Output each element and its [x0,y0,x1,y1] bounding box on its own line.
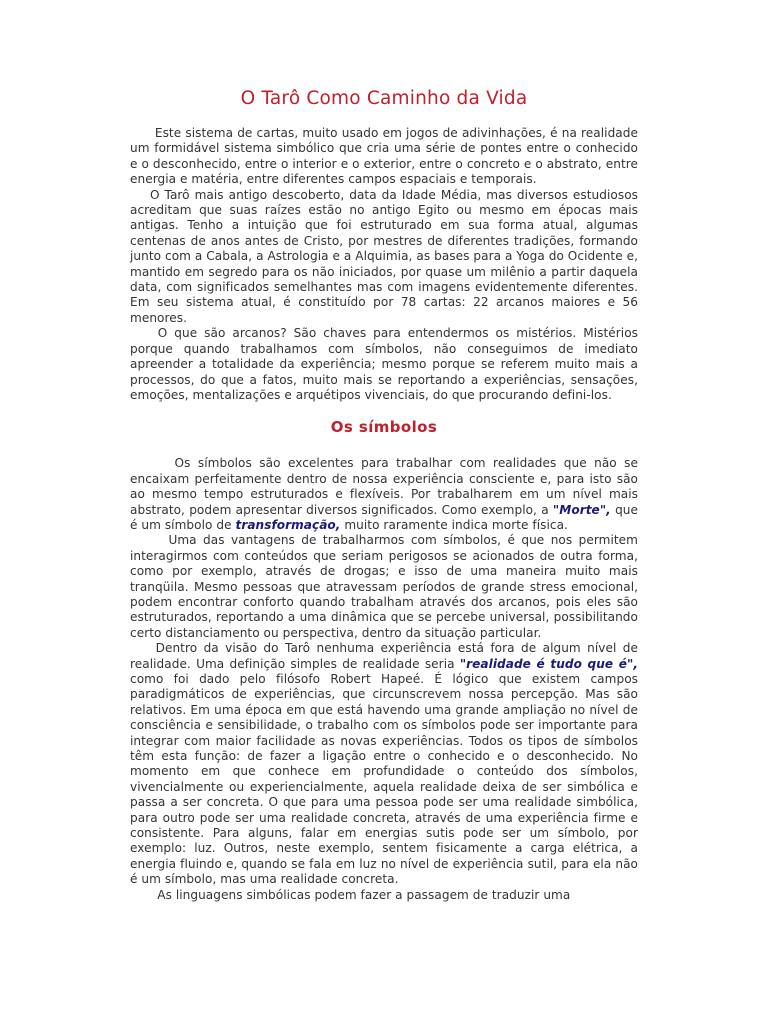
intro-paragraph-1-text: Este sistema de cartas, muito usado em jogos de adivinhações, é na realidade um formidável sistema simbólico que cria uma série de pontes entre o conhecido e o desconhecido, entre o interior e o exterior, entre o concreto e o abstrato, entre energia e matéria, entre diferentes campos espaciais e temporais. [130,126,638,187]
simbolos-paragraph-4 [130,888,638,903]
section-heading-simbolos: Os símbolos [330,418,438,437]
intro-section [130,126,638,403]
simbolos-paragraph-3 [130,641,638,888]
simbolos-paragraph-3-text-b: como foi dado pelo filósofo Robert Hapeé. É lógico que existem campos paradigmáticos de experiências, que circunscrevem nossa percepção. Mas são relativos. Em uma época em que está havendo uma grande ampliação no nível de consciência e sensibilidade, o trabalho com os símbolos pode ser importante para integrar com maior facilidade as novas experiências. Todos os tipos de símbolos têm esta função: de fazer a ligação entre o conhecido e o desconhecido. No momento em que conhece em profundidade o conteúdo dos símbolos, vivencialmente ou experiencialmente, aquela realidade deixa de ser simbólica e passa a ser concreta. O que para uma pessoa pode ser uma realidade simbólica, para outro pode ser uma realidade concreta, através de uma experiência firme e consistente. Para alguns, falar em energias sutis pode ser um símbolo, por exemplo: luz. Outros, neste exemplo, sentem fisicamente a carga elétrica, a energia fluindo e, quando se fala em luz no nível de experiência sutil, para ela não é um símbolo, mas uma realidade concreta. [130,672,638,887]
intro-paragraph-3 [130,326,638,403]
emphasis-transformacao: transformação, [235,517,341,532]
simbolos-paragraph-3-text-a: Dentro da visão do Tarô nenhuma experiência está fora de algum nível de realidade. Uma definição simples de realidade seria [130,641,639,671]
simbolos-paragraph-1 [130,456,638,533]
simbolos-paragraph-2-text: Uma das vantagens de trabalharmos com símbolos, é que nos permitem interagirmos com conteúdos que seriam perigosos se acionados de outra forma, como por exemplo, através de drogas; e isso de uma maneira muito mais tranqüila. Mesmo pessoas que atravessam períodos de grande stress emocional, podem encontrar conforto quando trabalham através dos arcanos, pois eles são estruturados, reportando a uma dinâmica que se percebe universal, possibilitando certo distanciamento ou perspectiva, dentro da situação particular. [130,533,639,640]
emphasis-morte: "Morte", [552,502,611,517]
intro-paragraph-2 [130,188,638,327]
intro-paragraph-3-text: O que são arcanos? São chaves para entendermos os mistérios. Mistérios porque quando trabalhamos com símbolos, não conseguimos de imediato apreender a totalidade da experiência; mesmo porque se referem muito mais a processos, do que a fatos, muito mais se reportando a experiências, sensações, emoções, mentalizações e arquétipos vivenciais, do que procurando defini-los. [130,326,638,402]
simbolos-paragraph-1-text-c: muito raramente indica morte física. [344,517,568,532]
emphasis-realidade-quote: "realidade é tudo que é", [459,656,638,671]
simbolos-paragraph-4-text: As linguagens simbólicas podem fazer a passagem de traduzir uma [157,887,571,902]
intro-paragraph-1 [130,126,638,188]
simbolos-section [130,456,638,903]
simbolos-paragraph-1-text-b: que é um símbolo de [130,502,638,532]
page-title: O Tarô Como Caminho da Vida [240,88,528,109]
simbolos-paragraph-2 [130,533,638,641]
simbolos-paragraph-1-text-a: Os símbolos são excelentes para trabalhar com realidades que não se encaixam perfeitamente dentro de nossa experiência consciente e, para isto são ao mesmo tempo estruturados e flexíveis. Por trabalharem em um nível mais abstrato, podem apresentar diversos significados. Como exemplo, a [130,456,638,517]
intro-paragraph-2-text: O Tarô mais antigo descoberto, data da Idade Média, mas diversos estudiosos acreditam que suas raízes estão no antigo Egito ou mesmo em épocas mais antigas. Tenho a intuição que foi estruturado em sua forma atual, algumas centenas de anos antes de Cristo, por mestres de diferentes tradições, formando junto com a Cabala, a Astrologia e a Alquimia, as bases para a Yoga do Ocidente e, mantido em segredo para os não iniciados, por quase um milênio a partir daquela data, com significados semelhantes mas com imagens evidentemente diferentes. Em seu sistema atual, é constituído por 78 cartas: 22 arcanos maiores e 56 menores. [130,187,639,325]
